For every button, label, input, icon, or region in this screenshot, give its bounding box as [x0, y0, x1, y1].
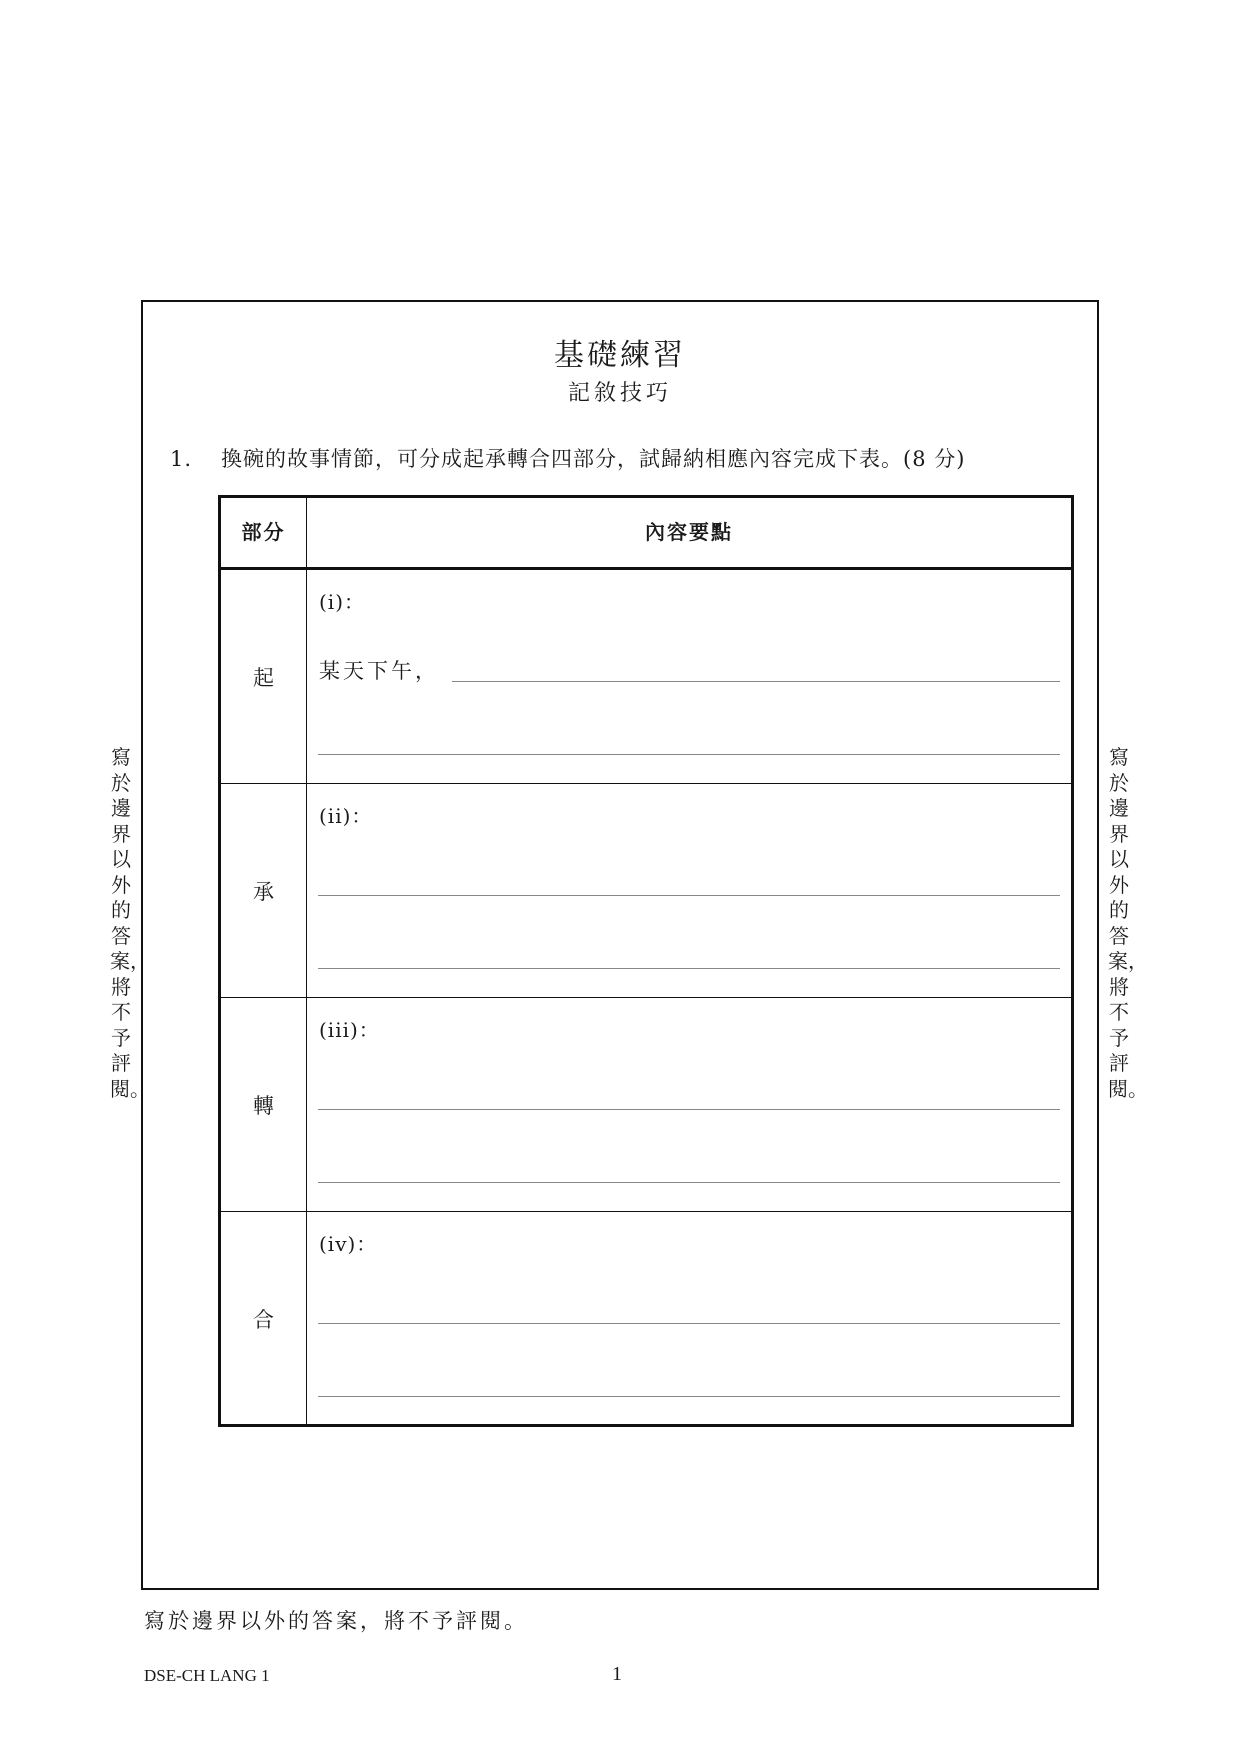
row-item-label: (iv)：	[319, 1232, 378, 1256]
question-number: 1.	[170, 447, 193, 471]
margin-note-bottom: 寫於邊界以外的答案，將不予評閱。	[144, 1609, 528, 1633]
table-row	[221, 784, 1071, 998]
table-row	[221, 1212, 1071, 1426]
exercise-title: 基礎練習	[554, 338, 686, 373]
answer-line[interactable]	[318, 1182, 1060, 1183]
row-item-label: (iii)：	[319, 1018, 380, 1042]
answer-line[interactable]	[452, 681, 1060, 682]
row-part-label: 轉	[253, 1093, 274, 1118]
table-row	[221, 570, 1071, 784]
header-part: 部分	[241, 520, 286, 544]
page-number: 1	[612, 1663, 622, 1685]
paper-code: DSE-CH LANG 1	[144, 1666, 270, 1685]
answer-line[interactable]	[318, 895, 1060, 896]
row-item-label: (i)：	[319, 590, 366, 614]
margin-note-left: 寫於邊界以外的答案，將不予評閱。	[110, 745, 150, 1101]
exercise-subtitle: 記敘技巧	[567, 381, 672, 406]
answer-line[interactable]	[318, 1396, 1060, 1397]
answer-line[interactable]	[318, 754, 1060, 755]
answer-starter-text: 某天下午，	[319, 659, 439, 683]
question-1	[170, 443, 965, 473]
answer-table	[218, 495, 1074, 1427]
answer-line[interactable]	[318, 1109, 1060, 1110]
table-header-row	[221, 498, 1071, 570]
row-part-label: 合	[253, 1308, 274, 1332]
table-row	[221, 998, 1071, 1212]
row-part-label: 承	[253, 879, 274, 904]
answer-line[interactable]	[318, 1323, 1060, 1324]
question-text: 換碗的故事情節，可分成起承轉合四部分，試歸納相應內容完成下表。(8 分)	[221, 447, 966, 471]
row-part-label: 起	[253, 665, 274, 690]
row-item-label: (ii)：	[319, 804, 373, 828]
answer-line[interactable]	[318, 968, 1060, 969]
header-content: 內容要點	[645, 520, 733, 544]
margin-note-right: 寫於邊界以外的答案，將不予評閱。	[1108, 745, 1148, 1101]
